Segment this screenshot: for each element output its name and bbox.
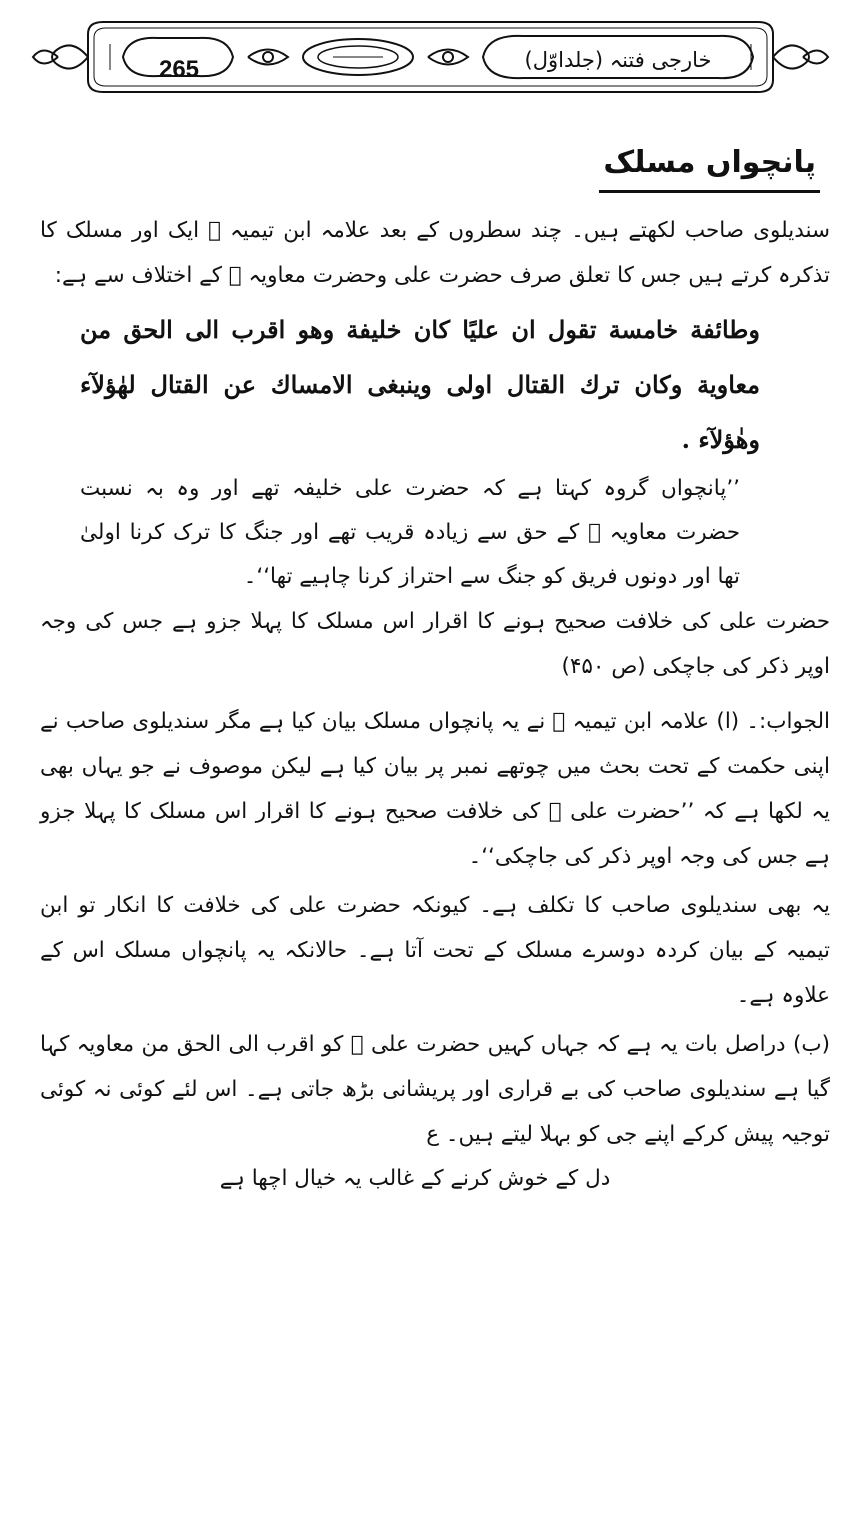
section-heading: پانچواں مسلک bbox=[599, 140, 820, 193]
page-number: 265 bbox=[158, 56, 200, 83]
quote-translation: ’’پانچواں گروہ کہتا ہے کہ حضرت علی خلیفہ تھے اور وہ بہ نسبت حضرت معاویہ ﷜ کے حق سے زیادہ قریب تھے اور جنگ کا ترک کرنا اولیٰ تھا اور دونوں فریق کو جنگ سے احتراز کرنا چاہیے تھا‘‘۔ bbox=[80, 476, 740, 589]
arabic-quote: وطائفة خامسة تقول ان عليًا كان خليفة وهو اقرب الى الحق من معاوية وكان ترك القتال اولى وينبغى الامساك عن القتال لهٰؤلآء وهٰؤلآء . bbox=[80, 315, 761, 454]
intro-paragraph: سندیلوی صاحب لکھتے ہیں۔ چند سطروں کے بعد علامہ ابن تیمیہ ﷫ ایک اور مسلک کا تذکرہ کرتے ہیں جس کا تعلق صرف حضرت علی وحضرت معاویہ ﷠ کے اختلاف سے ہے: bbox=[40, 218, 830, 288]
paragraph-be: (ب) دراصل بات یہ ہے کہ جہاں کہیں حضرت علی ﷜ کو اقرب الی الحق من معاویہ کہا گیا ہے سندیلوی صاحب کی بے قراری اور پریشانی بڑھ جاتی ہے۔ اس لئے کوئی نہ کوئی توجیہ پیش کرکے اپنے جی کو بہلا لیتے ہیں۔ ع bbox=[40, 1032, 830, 1147]
running-title: خارجی فتنہ (جلداوّل) bbox=[524, 48, 712, 72]
paragraph-khilafat: حضرت علی کی خلافت صحیح ہونے کا اقرار اس مسلک کا پہلا جزو ہے جس کی وجہ اوپر ذکر کی جاچکی (ص ۴۵۰) bbox=[40, 609, 830, 679]
page-body bbox=[40, 140, 830, 1201]
poetry-couplet: دل کے خوش کرنے کے غالب یہ خیال اچھا ہے bbox=[219, 1166, 611, 1191]
paragraph-takalluf: یہ بھی سندیلوی صاحب کا تکلف ہے۔ کیونکہ حضرت علی کی خلافت کا انکار تو ابن تیمیہ کے بیان کردہ دوسرے مسلک کے تحت آتا ہے۔ حالانکہ یہ پانچواں مسلک اس کے علاوہ ہے۔ bbox=[40, 893, 830, 1008]
answer-paragraph: الجواب:۔ (ا) علامہ ابن تیمیہ ﷫ نے یہ پانچواں مسلک بیان کیا ہے مگر سندیلوی صاحب نے اپنی حکمت کے تحت بحث میں چوتھے نمبر پر بیان کیا ہے لیکن موصوف نے جو یہاں بھی یہ لکھا ہے کہ ’’حضرت علی ﷜ کی خلافت صحیح ہونے کا اقرار اس مسلک کا پہلا جزو ہے جس کی وجہ اوپر ذکر کی جاچکی‘‘۔ bbox=[40, 709, 830, 869]
page-header bbox=[28, 14, 833, 100]
